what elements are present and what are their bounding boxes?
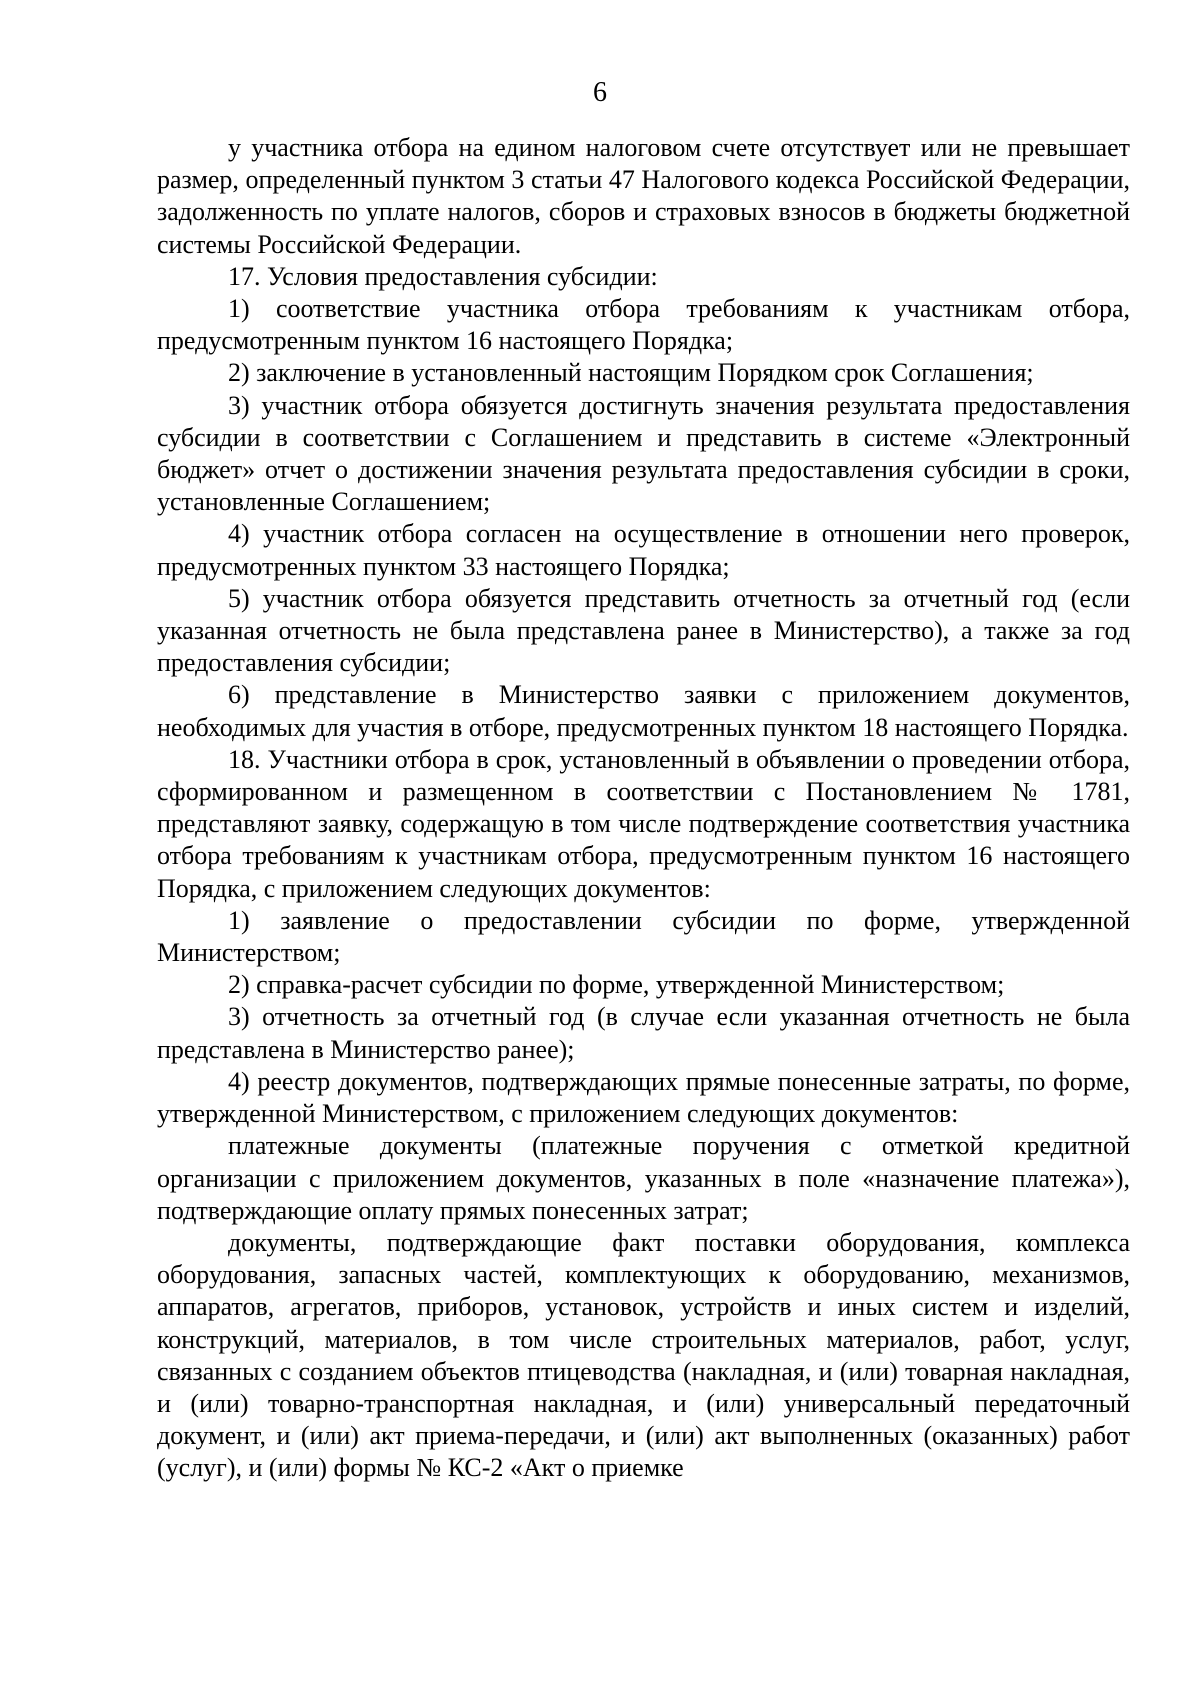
list-item: 6) представление в Министерство заявки с приложением документов, необходимых для участия в отборе, предусмотренных пунктом 18 настоящего Порядка. <box>157 680 1130 742</box>
list-item: 3) участник отбора обязуется достигнуть значения результата предоставления субсидии в соответствии с Соглашением и представить в системе «Электронный бюджет» отчет о достижении значения результата предоставления субсидии в сроки, установленные Соглашением; <box>157 390 1130 517</box>
paragraph: у участника отбора на едином налоговом счете отсутствует или не превышает размер, определенный пунктом 3 статьи 47 Налогового кодекса Российской Федерации, задолженность по уплате налогов, сборов и страховых взносов в бюджеты бюджетной системы Российской Федерации. <box>157 133 1130 259</box>
list-item: 4) реестр документов, подтверждающих прямые понесенные затраты, по форме, утвержденной Министерством, с приложением следующих документов: <box>157 1066 1130 1129</box>
list-item: 2) справка-расчет субсидии по форме, утвержденной Министерством; <box>228 970 1005 1000</box>
list-item: 4) участник отбора согласен на осуществление в отношении него проверок, предусмотренных пунктом 33 настоящего Порядка; <box>157 519 1130 581</box>
list-item: 1) соответствие участника отбора требованиям к участникам отбора, предусмотренным пунктом 16 настоящего Порядка; <box>157 294 1130 356</box>
sub-list-item: документы, подтверждающие факт поставки оборудования, комплекса оборудования, запасных частей, комплектующих к оборудованию, механизмов, аппаратов, агрегатов, приборов, установок, устройств и иных систем и изделий, конструкций, материалов, в том числе строительных материалов, работ, услуг, связанных с созданием объектов птицеводства (накладная, и (или) товарная накладная, и (или) товарно-транспортная накладная, и (или) универсальный передаточный документ, и (или) акт приема-передачи, и (или) акт выполненных (оказанных) работ (услуг), и (или) формы № КС-2 «Акт о приемке <box>157 1227 1130 1483</box>
section-heading-17: 17. Условия предоставления субсидии: <box>228 261 658 291</box>
list-item: 5) участник отбора обязуется представить отчетность за отчетный год (если указанная отчетность не была представлена ранее в Министерство), а также за год предоставления субсидии; <box>157 583 1130 678</box>
list-item: 1) заявление о предоставлении субсидии по форме, утвержденной Министерством; <box>157 905 1130 968</box>
section-paragraph-18: 18. Участники отбора в срок, установленный в объявлении о проведении отбора, сформированном и размещенном в соответствии с Постановлением № 1781, представляют заявку, содержащую в том числе подтверждение соответствия участника отбора требованиям к участникам отбора, предусмотренным пунктом 16 настоящего Порядка, с приложением следующих документов: <box>157 744 1130 903</box>
list-item: 3) отчетность за отчетный год (в случае если указанная отчетность не была представлена в Министерство ранее); <box>157 1002 1130 1064</box>
page-number: 6 <box>593 77 607 108</box>
sub-list-item: платежные документы (платежные поручения с отметкой кредитной организации с приложением документов, указанных в поле «назначение платежа»), подтверждающие оплату прямых понесенных затрат; <box>157 1131 1130 1225</box>
list-item: 2) заключение в установленный настоящим Порядком срок Соглашения; <box>228 358 1034 388</box>
document-body <box>157 132 1130 1485</box>
